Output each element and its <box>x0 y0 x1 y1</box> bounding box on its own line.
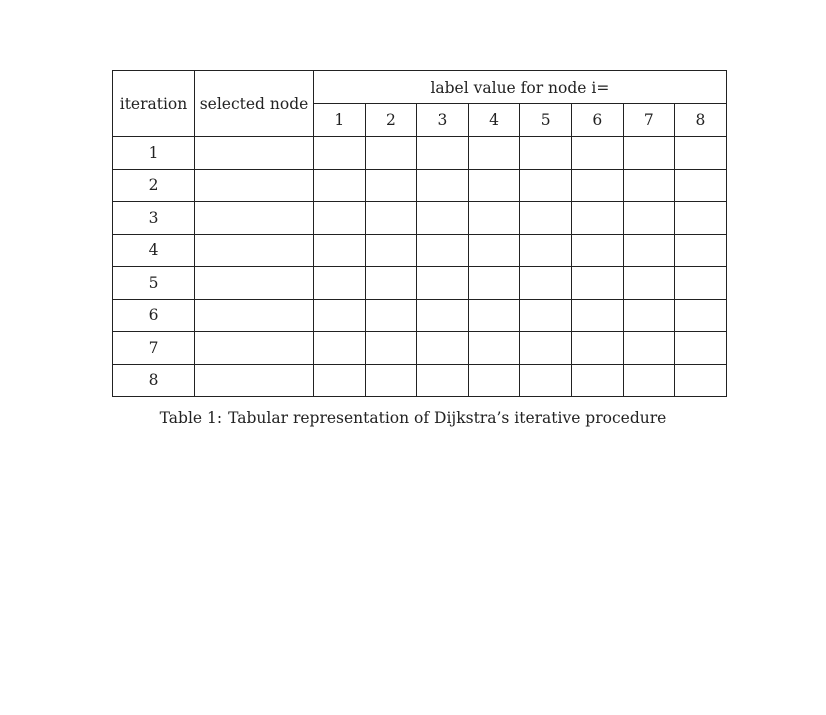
label-cell <box>468 169 520 202</box>
selected-node-cell <box>195 137 314 170</box>
label-cell <box>365 202 417 235</box>
label-cell <box>623 169 675 202</box>
label-cell <box>314 299 366 332</box>
label-cell <box>571 234 623 267</box>
label-cell <box>314 137 366 170</box>
selected-node-cell <box>195 202 314 235</box>
header-node-number: 5 <box>520 104 572 137</box>
label-cell <box>314 234 366 267</box>
table-row <box>113 267 727 300</box>
table-row <box>113 202 727 235</box>
iteration-cell: 4 <box>113 234 195 267</box>
dijkstra-table <box>112 70 727 397</box>
table-row <box>113 137 727 170</box>
header-iteration: iteration <box>113 71 195 137</box>
label-cell <box>571 332 623 365</box>
label-cell <box>520 234 572 267</box>
table-row <box>113 234 727 267</box>
label-cell <box>675 234 727 267</box>
label-cell <box>365 299 417 332</box>
label-cell <box>417 234 469 267</box>
label-cell <box>675 202 727 235</box>
label-cell <box>520 202 572 235</box>
label-cell <box>365 267 417 300</box>
table-caption <box>0 409 826 427</box>
selected-node-cell <box>195 299 314 332</box>
selected-node-cell <box>195 267 314 300</box>
iteration-cell: 8 <box>113 364 195 397</box>
header-node-number: 8 <box>675 104 727 137</box>
label-cell <box>675 299 727 332</box>
label-cell <box>314 202 366 235</box>
selected-node-cell <box>195 332 314 365</box>
label-cell <box>571 364 623 397</box>
header-node-number: 1 <box>314 104 366 137</box>
label-cell <box>417 267 469 300</box>
label-cell <box>623 137 675 170</box>
header-node-number: 3 <box>417 104 469 137</box>
label-cell <box>417 202 469 235</box>
header-selected-node: selected node <box>195 71 314 137</box>
label-cell <box>571 299 623 332</box>
header-row-top <box>113 71 727 104</box>
iteration-cell: 6 <box>113 299 195 332</box>
header-node-number: 4 <box>468 104 520 137</box>
label-cell <box>468 234 520 267</box>
label-cell <box>468 137 520 170</box>
table-row <box>113 299 727 332</box>
label-cell <box>417 299 469 332</box>
iteration-cell: 2 <box>113 169 195 202</box>
label-cell <box>520 267 572 300</box>
iteration-cell: 7 <box>113 332 195 365</box>
label-cell <box>365 137 417 170</box>
label-cell <box>314 332 366 365</box>
label-cell <box>417 332 469 365</box>
label-cell <box>520 332 572 365</box>
selected-node-cell <box>195 364 314 397</box>
iteration-cell: 3 <box>113 202 195 235</box>
label-cell <box>623 202 675 235</box>
label-cell <box>468 267 520 300</box>
label-cell <box>314 267 366 300</box>
label-cell <box>365 364 417 397</box>
table-row <box>113 364 727 397</box>
label-cell <box>365 234 417 267</box>
header-node-number: 6 <box>571 104 623 137</box>
caption-text: Tabular representation of Dijkstra’s iterative procedure <box>228 409 667 427</box>
selected-node-cell <box>195 169 314 202</box>
header-node-number: 2 <box>365 104 417 137</box>
iteration-cell: 5 <box>113 267 195 300</box>
label-cell <box>623 364 675 397</box>
header-node-number: 7 <box>623 104 675 137</box>
label-cell <box>675 169 727 202</box>
selected-node-cell <box>195 234 314 267</box>
label-cell <box>520 364 572 397</box>
label-cell <box>365 169 417 202</box>
label-cell <box>468 202 520 235</box>
label-cell <box>520 299 572 332</box>
header-label-value-text: label value for node i= <box>430 79 610 97</box>
table-row <box>113 169 727 202</box>
header-label-value <box>314 71 727 104</box>
label-cell <box>623 234 675 267</box>
label-cell <box>314 169 366 202</box>
label-cell <box>623 267 675 300</box>
label-cell <box>675 137 727 170</box>
label-cell <box>520 137 572 170</box>
label-cell <box>675 364 727 397</box>
caption-label: Table 1: <box>159 409 223 427</box>
label-cell <box>314 364 366 397</box>
label-cell <box>571 202 623 235</box>
iteration-cell: 1 <box>113 137 195 170</box>
label-cell <box>468 299 520 332</box>
label-cell <box>417 137 469 170</box>
label-cell <box>571 137 623 170</box>
label-cell <box>623 299 675 332</box>
label-cell <box>365 332 417 365</box>
label-cell <box>468 332 520 365</box>
label-cell <box>623 332 675 365</box>
label-cell <box>417 364 469 397</box>
label-cell <box>571 169 623 202</box>
label-cell <box>520 169 572 202</box>
label-cell <box>468 364 520 397</box>
label-cell <box>675 267 727 300</box>
label-cell <box>571 267 623 300</box>
label-cell <box>417 169 469 202</box>
label-cell <box>675 332 727 365</box>
table-row <box>113 332 727 365</box>
